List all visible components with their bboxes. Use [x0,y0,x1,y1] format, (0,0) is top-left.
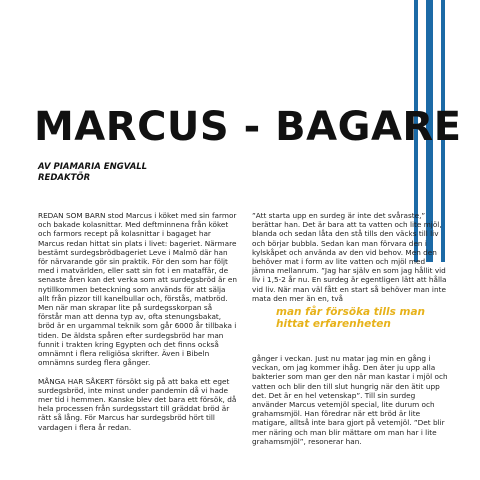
paragraph: gånger i veckan. Just nu matar jag min en gång i veckan, om jag kommer ihåg. Den äter ju upp alla bakterier som man ger den när man kastar i mjöl och vatten och blir den till slut hungrig när den ätit upp det. Det är en hel vetenskap”. Till sin surdeg använder Marcus vetemjöl special, lite durum och grahamsmjöl. Han föredrar när ett bröd är lite matigare, alltså inte bara gjort på vetemjöl. ”Det blir mer näring och man blir mättare om man har i lite grahamsmjöl”, resonerar han. [252,354,448,446]
paragraph: ”Att starta upp en surdeg är inte det svåraste,” berättar han. Det är bara att ta vatten och lite mjöl, blanda och sedan låta den stå tills den väcks till liv och börjar bubbla. Sedan kan man förvara den i kylskåpet och använda av den vid behov. Men den behöver mat i form av lite vatten och mjöl med jämna mellanrum. ”Jag har själv en som jag hållit vid liv i 1,5-2 år nu. En surdeg är egentligen lätt att hålla vid liv. När man väl fått en start så behöver man inte mata den mer än en, två [252,211,447,303]
byline [38,162,147,183]
paragraph: MÅNGA HAR SÅKERT försökt sig på att baka ett eget surdegsbröd, inte minst under pandemin då vi hade mer tid i hemmen. Kanske blev det bara ett försök, då hela processen från surdegsstart till gräddat bröd är rätt så lång. För Marcus har surdegsbröd hört till vardagen i flera år redan. [38,376,237,432]
pull-quote: man får försöka tills man hittat erfarenheten [276,306,426,330]
article-title: MARCUS - BAGARE [34,104,462,150]
paragraph: REDAN SOM BARN stod Marcus i köket med sin farmor och bakade kolasnittar. Med deftminnena från köket och farmors recept på kolasnittar i bagaget har Marcus redan hittat sin plats i livet: bageriet. Närmare bestämt surdegsbrödbageriet Leve i Malmö där han för närvarande gör sin praktik. För den som har följt med i matvärlden, eller satt sin fot i en mataffär, de senaste åren kan det verka som att surdegsbröd är en nytillkommen beteckning som används för att sälja allt från pizzor till kanelbullar och, förstås, matbröd. Men när man skrapar lite på surdegsskorpan så förstår man att denna typ av, ofta stenungsbakat, bröd är en urgammal teknik som går 6000 år tillbaka i tiden. De äldsta spåren efter surdegsbröd har man funnit i trakten kring Egypten och det finns också omnämnt i flera religiösa skrifter. Även i Bibeln omnämns surdeg flera gånger. [38,211,237,368]
right-column-top [252,211,448,312]
byline-author: AV PIAMARIA ENGVALL [38,162,148,172]
byline-role: REDAKTÖR [38,172,91,183]
left-column [38,211,238,441]
right-column-bottom [252,354,448,455]
